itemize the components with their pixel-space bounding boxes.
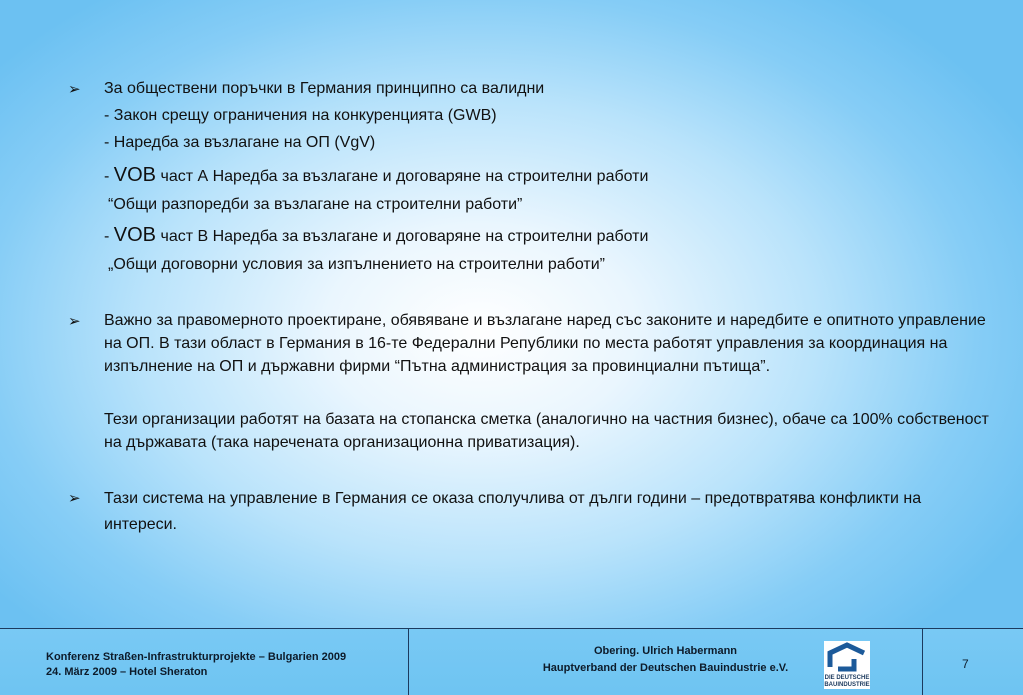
footer-date-venue: 24. März 2009 – Hotel Sheraton [46, 666, 208, 678]
vob-b-text: част В Наредба за възлагане и договаряне на строителни работи [156, 228, 649, 245]
bullet-arrow-icon: ➢ [68, 490, 81, 507]
footer-conference: Konferenz Straßen-Infrastrukturprojekte – Bulgarien 2009 [46, 651, 347, 663]
bullet1-line-vob-a [104, 164, 648, 187]
footer-presenter: Obering. Ulrich Habermann [593, 645, 738, 657]
vob-a-text: част А Наредба за възлагане и договаряне на строителни работи [156, 168, 649, 185]
bullet3-paragraph: Тази система на управление в Германия се оказа сполучлива от дълги години – предотвратява конфликти на интереси. [104, 490, 922, 533]
footer-organization: Hauptverband der Deutschen Bauindustrie e.V. [542, 662, 789, 674]
vob-b-label: VOB [113, 224, 157, 246]
vob-a-label: VOB [113, 164, 157, 186]
bullet1-line-vob-b [104, 224, 648, 247]
bullet1-heading: За обществени поръчки в Германия принципно са валидни [104, 80, 545, 97]
bullet1-line-gwb: - Закон срещу ограничения на конкуренцията (GWB) [104, 107, 497, 124]
page-number: 7 [962, 657, 969, 671]
bullet-arrow-icon: ➢ [68, 313, 81, 330]
bullet2-paragraph-1: Важно за правомерното проектиране, обявяване и възлагане наред със законите и наредбите е опитното управление на ОП. В тази област в Германия в 16-те Федерални Републики по места работят управления за координация на изпълнение на ОП и държавни фирми “Пътна администрация за провинциални пътища”. [104, 312, 986, 375]
vob-b-prefix: - [104, 228, 114, 245]
footer [0, 628, 1023, 695]
footer-conference-cell [0, 629, 409, 695]
bullet1-line-contract-conditions: „Общи договорни условия за изпълнението на строителни работи” [108, 256, 605, 273]
bullet1-line-general-provisions: “Общи разпоредби за възлагане на строителни работи” [108, 196, 523, 213]
logo-caption-line-1: DIE DEUTSCHE [824, 675, 870, 681]
bullet2-paragraph-2: Тези организации работят на базата на стопанска сметка (аналогично на частния бизнес), обаче са 100% собственост на държавата (така наречената организационна приватизация). [104, 411, 989, 451]
bullet1-line-vgv: - Наредба за възлагане на ОП (VgV) [104, 134, 376, 151]
bauindustrie-logo [824, 641, 870, 689]
bullet-arrow-icon: ➢ [68, 81, 81, 98]
bauindustrie-logo-icon [824, 641, 870, 675]
vob-a-prefix: - [104, 168, 114, 185]
logo-caption [824, 675, 870, 689]
logo-caption-line-2: BAUINDUSTRIE [824, 682, 870, 688]
